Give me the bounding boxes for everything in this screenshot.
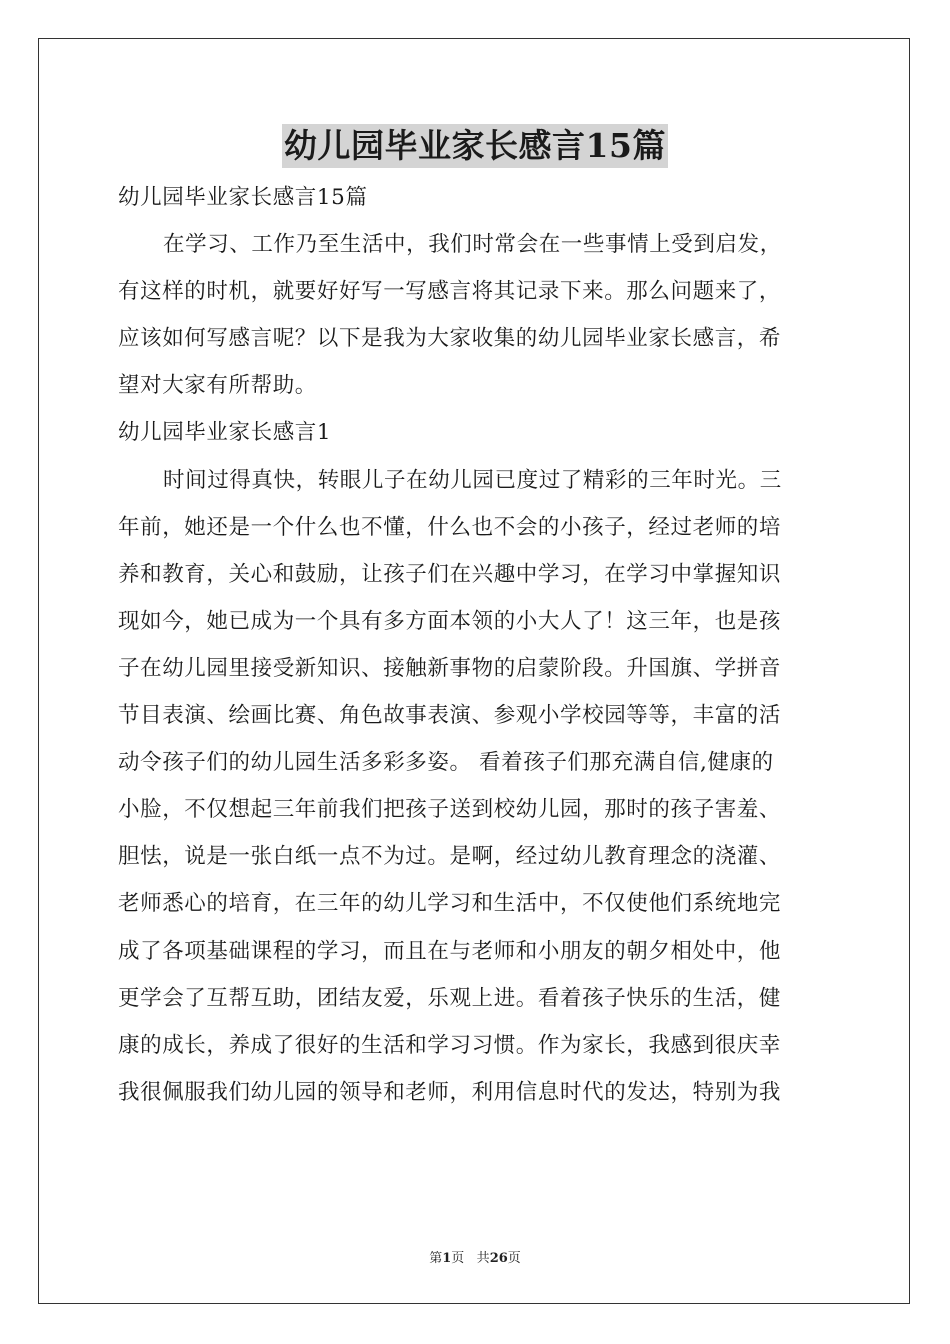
paragraph-line: 胆怯，说是一张白纸一点不为过。是啊，经过幼儿教育理念的浇灌、	[118, 844, 782, 870]
paragraph-line: 应该如何写感言呢？以下是我为大家收集的幼儿园毕业家长感言，希	[118, 326, 782, 352]
footer-total-prefix: 共	[476, 1251, 490, 1266]
footer-page-number: 1	[442, 1251, 452, 1266]
paragraph-line: 我很佩服我们幼儿园的领导和老师，利用信息时代的发达，特别为我	[118, 1079, 782, 1105]
page-footer	[0, 1247, 950, 1266]
paragraph-line: 有这样的时机，就要好好写一写感言将其记录下来。那么问题来了，	[118, 279, 782, 305]
section-heading: 幼儿园毕业家长感言1	[118, 420, 332, 446]
paragraph-line: 康的成长，养成了很好的生活和学习习惯。作为家长，我感到很庆幸	[118, 1032, 782, 1058]
paragraph-line: 更学会了互帮互助，团结友爱，乐观上进。看着孩子快乐的生活，健	[118, 985, 782, 1011]
paragraph-line: 年前，她还是一个什么也不懂，什么也不会的小孩子，经过老师的培	[118, 514, 782, 540]
footer-total-suffix: 页	[507, 1251, 521, 1266]
paragraph-line: 在学习、工作乃至生活中，我们时常会在一些事情上受到启发，	[163, 232, 782, 258]
document-body	[118, 174, 838, 1116]
footer-page-prefix: 第	[429, 1251, 443, 1266]
document-title: 幼儿园毕业家长感言15篇	[282, 124, 668, 168]
paragraph-line: 成了各项基础课程的学习，而且在与老师和小朋友的朝夕相处中，他	[118, 938, 782, 964]
subtitle-line: 幼儿园毕业家长感言15篇	[118, 185, 368, 210]
paragraph-line: 望对大家有所帮助。	[118, 373, 317, 399]
paragraph-line: 时间过得真快，转眼儿子在幼儿园已度过了精彩的三年时光。三	[163, 467, 782, 493]
paragraph-line: 老师悉心的培育，在三年的幼儿学习和生活中，不仅使他们系统地完	[118, 891, 782, 917]
paragraph-line: 动令孩子们的幼儿园生活多彩多姿。 看着孩子们那充满自信,健康的	[118, 750, 774, 776]
paragraph-line: 养和教育，关心和鼓励，让孩子们在兴趣中学习，在学习中掌握知识	[118, 561, 782, 587]
footer-page-suffix: 页	[451, 1251, 465, 1266]
paragraph-line: 子在幼儿园里接受新知识、接触新事物的启蒙阶段。升国旗、学拼音	[118, 655, 782, 681]
paragraph-line: 现如今，她已成为一个具有多方面本领的小大人了！这三年，也是孩	[118, 608, 782, 634]
title-area	[0, 124, 950, 168]
paragraph-line: 节目表演、绘画比赛、角色故事表演、参观小学校园等等，丰富的活	[118, 703, 782, 729]
paragraph-line: 小脸，不仅想起三年前我们把孩子送到校幼儿园，那时的孩子害羞、	[118, 797, 782, 823]
footer-total-pages: 26	[489, 1251, 508, 1266]
